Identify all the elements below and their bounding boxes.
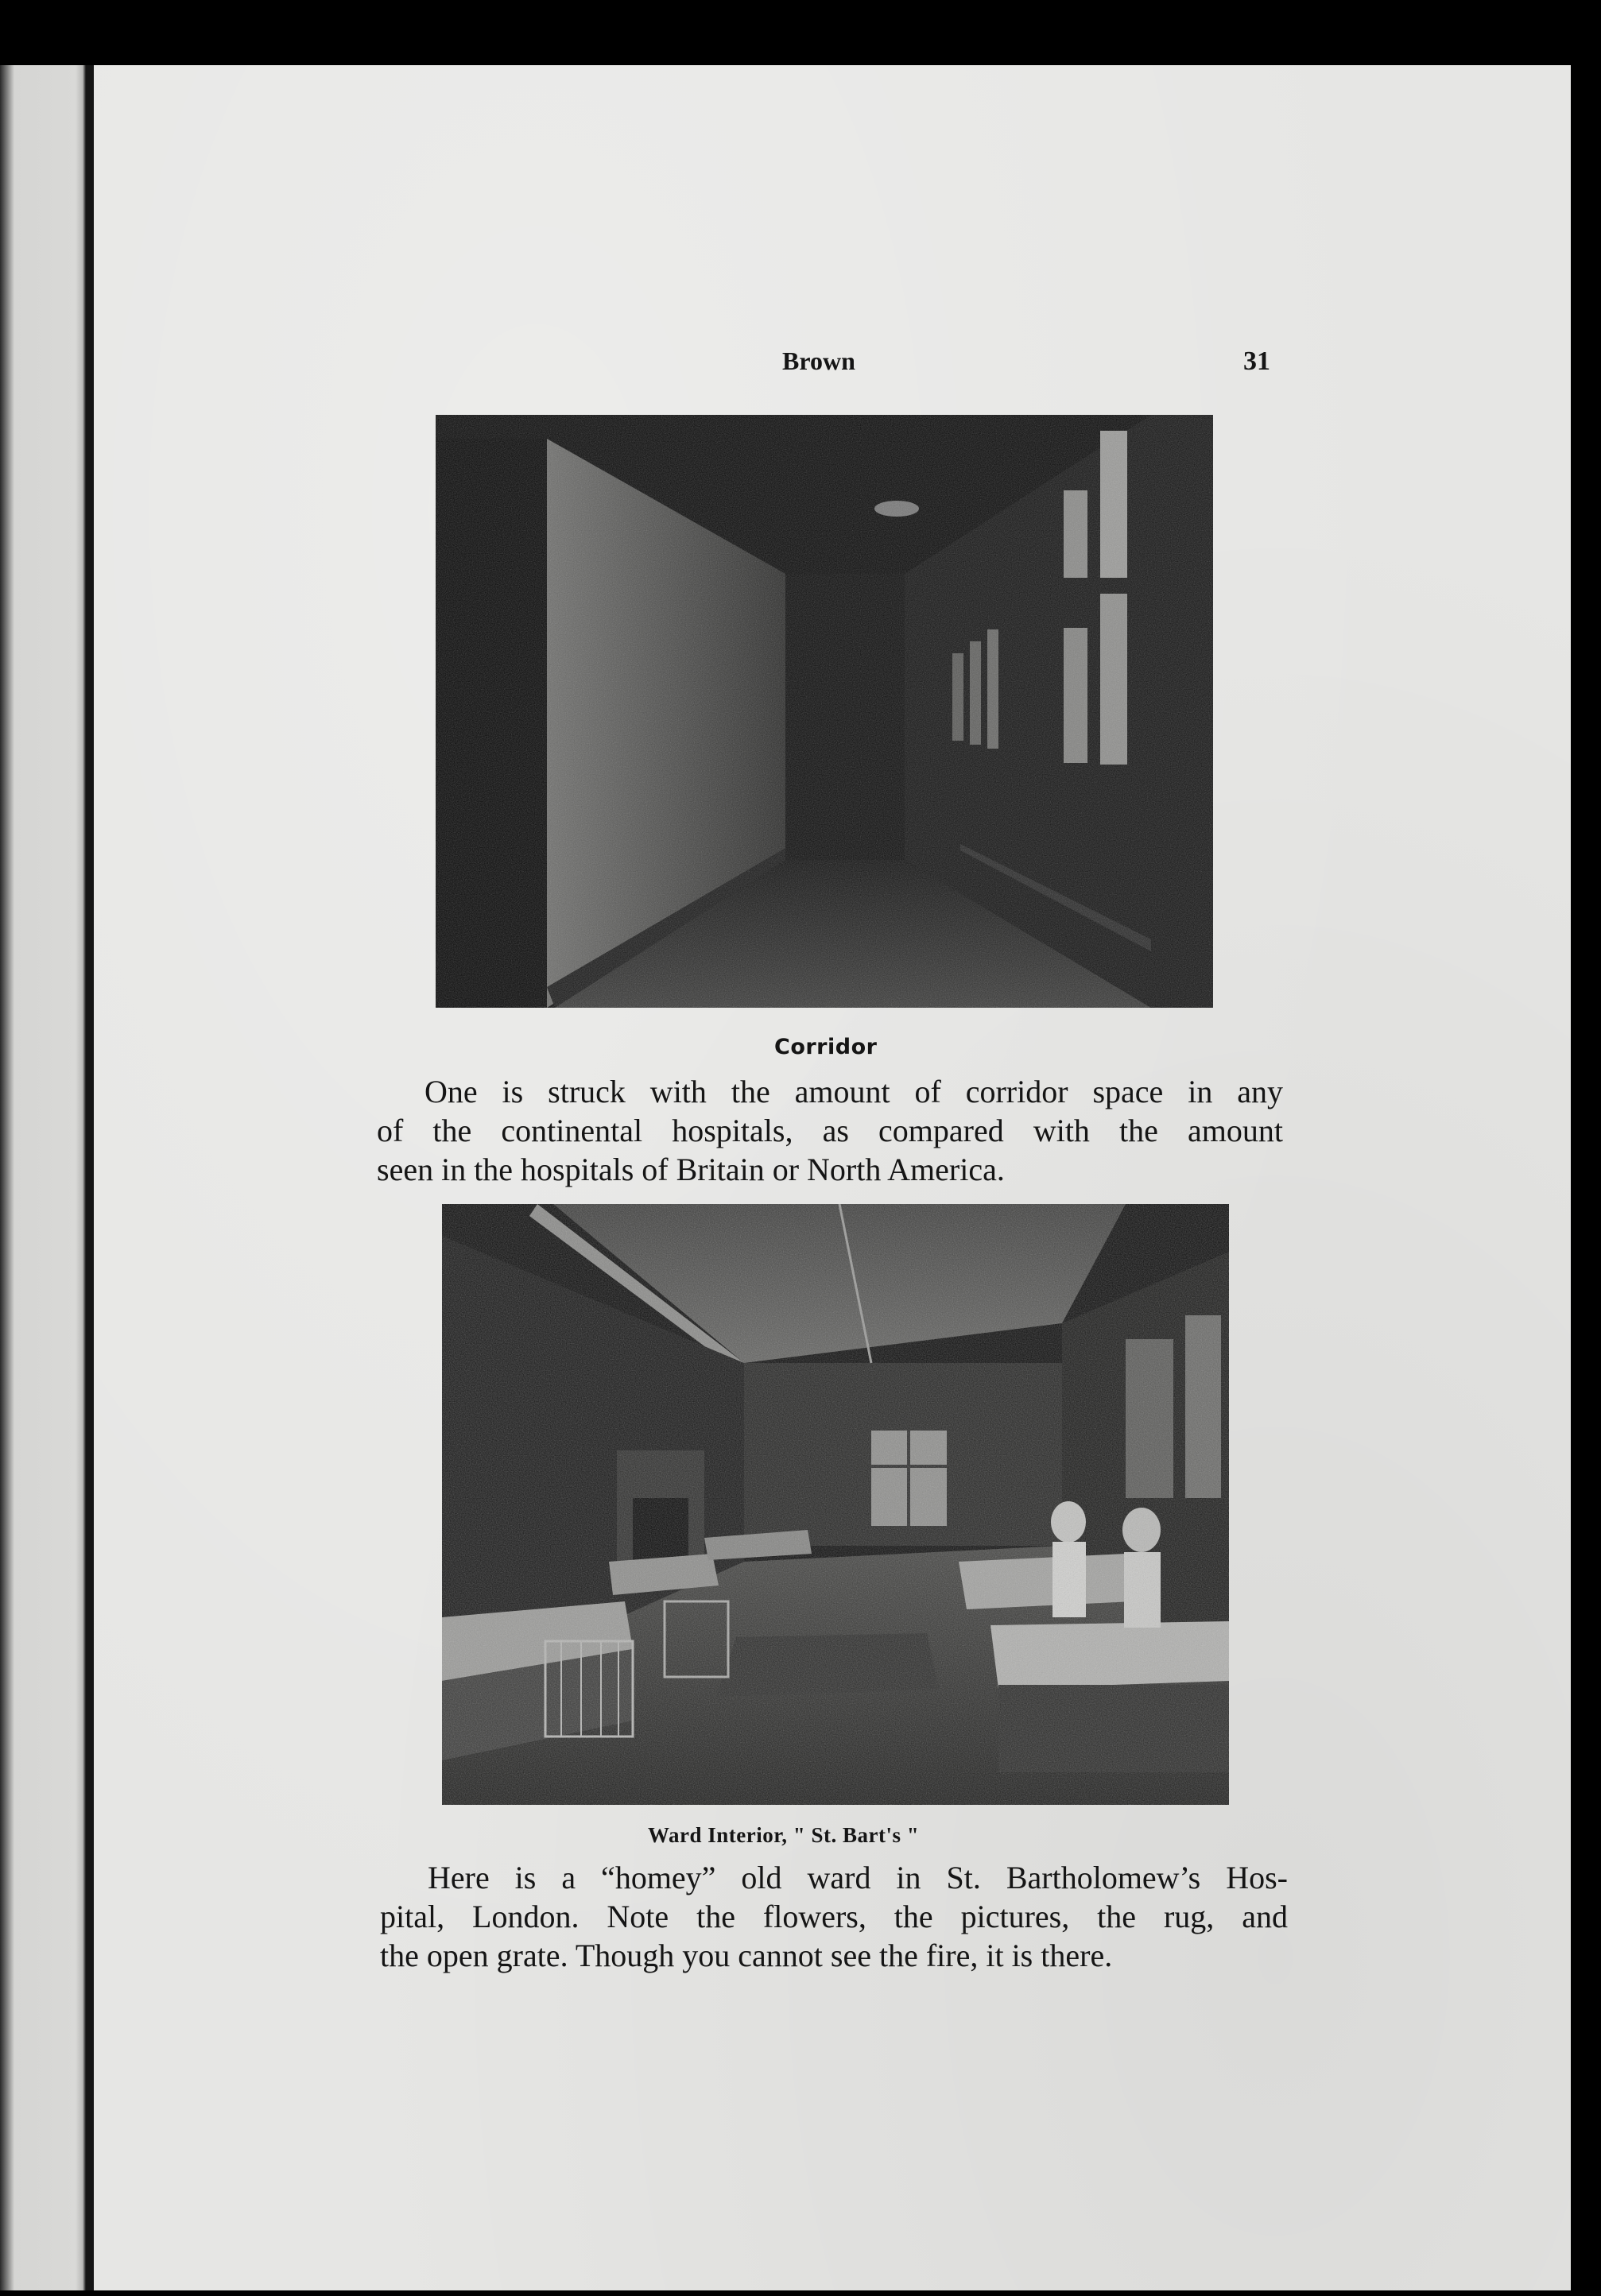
body-paragraph [380,1858,1288,1975]
paragraph-line: pital, London. Note the flowers, the pictures, the rug, and [380,1899,1288,1934]
body-paragraph [377,1072,1283,1189]
figure-caption: Ward Interior, " St. Bart's " [648,1823,920,1847]
page-number: 31 [1243,347,1270,376]
ward-photo [442,1204,1229,1805]
paragraph-line: the open grate. Though you cannot see the fire, it is there. [380,1938,1113,1973]
paragraph-line: seen in the hospitals of Britain or North America. [377,1152,1005,1187]
paragraph-line: Here is a “homey” old ward in St. Bartholomew’s Hos- [428,1860,1288,1895]
ward-photo-image [442,1204,1229,1805]
corridor-photo [436,415,1213,1008]
corridor-photo-image [436,415,1213,1008]
figure-caption: Corridor [774,1035,878,1059]
binding-gutter [0,65,94,2290]
paragraph-line: One is struck with the amount of corridor space in any [424,1074,1283,1109]
page-edge-shadow [1571,79,1601,2296]
running-head: Brown [782,347,855,375]
paragraph-line: of the continental hospitals, as compared with the amount [377,1113,1283,1148]
